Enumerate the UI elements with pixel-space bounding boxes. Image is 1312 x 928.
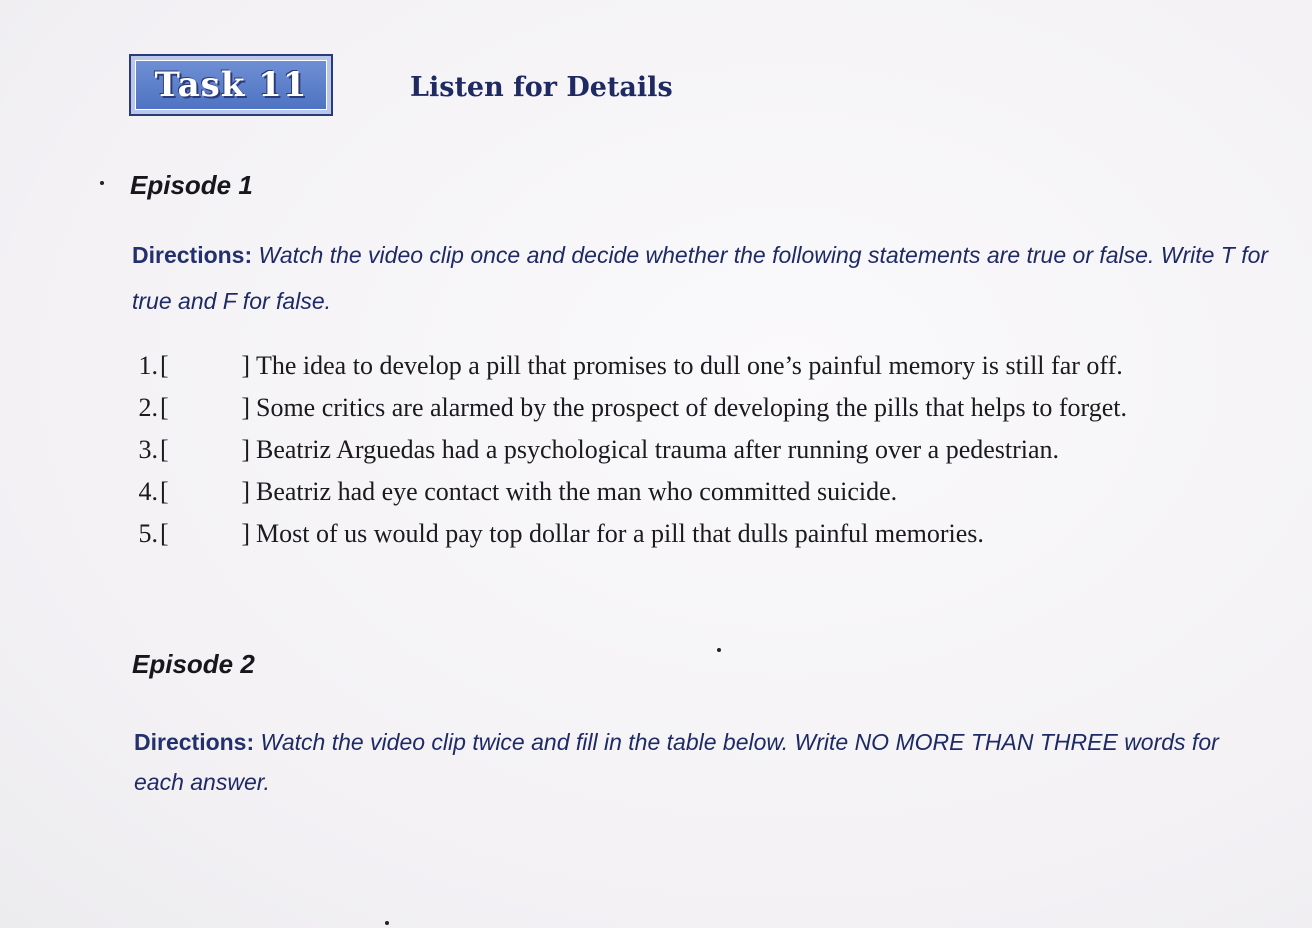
statement-text: Beatriz Arguedas had a psychological trauma after running over a pedestrian. <box>256 435 1060 464</box>
answer-blank[interactable]: 1. [ ] <box>118 345 256 387</box>
answer-blank[interactable]: 5. [ ] <box>118 513 256 555</box>
episode-2-heading: Episode 2 <box>132 649 255 679</box>
print-speck <box>100 181 104 185</box>
statement-text: Beatriz had eye contact with the man who committed suicide. <box>256 477 898 506</box>
statement-item <box>118 429 1268 471</box>
statement-list <box>118 345 1268 555</box>
task-badge <box>129 54 333 116</box>
directions-label: Directions: <box>132 242 253 268</box>
print-speck <box>385 921 389 925</box>
episode-1-directions <box>132 232 1272 324</box>
answer-blank[interactable]: 3. [ ] <box>118 429 256 471</box>
statement-item <box>118 387 1268 429</box>
task-badge-label: Task 11 <box>154 65 308 105</box>
print-speck <box>717 648 721 652</box>
episode-1-heading: Episode 1 <box>130 170 253 200</box>
answer-blank[interactable]: 2. [ ] <box>118 387 256 429</box>
statement-number: 2. <box>138 393 158 422</box>
statement-number: 1. <box>138 351 158 380</box>
statement-text: Most of us would pay top dollar for a pill that dulls painful memories. <box>256 519 984 548</box>
statement-number: 5. <box>138 519 158 548</box>
statement-number: 4. <box>138 477 158 506</box>
statement-text: The idea to develop a pill that promises to dull one’s painful memory is still far off. <box>256 351 1123 380</box>
statement-item <box>118 345 1268 387</box>
directions-label: Directions: <box>134 729 255 755</box>
answer-blank[interactable]: 4. [ ] <box>118 471 256 513</box>
statement-text: Some critics are alarmed by the prospect of developing the pills that helps to forget. <box>256 393 1127 422</box>
episode-2-directions <box>134 722 1274 802</box>
task-title: Listen for Details <box>410 72 673 103</box>
directions-text: Watch the video clip twice and fill in the table below. Write NO MORE THAN THREE words for each answer. <box>134 729 1219 795</box>
statement-number: 3. <box>138 435 158 464</box>
statement-item <box>118 513 1268 555</box>
task-badge-inner <box>135 60 327 110</box>
statement-item <box>118 471 1268 513</box>
directions-text: Watch the video clip once and decide whether the following statements are true or false. Write T for true and F for false. <box>132 242 1269 314</box>
